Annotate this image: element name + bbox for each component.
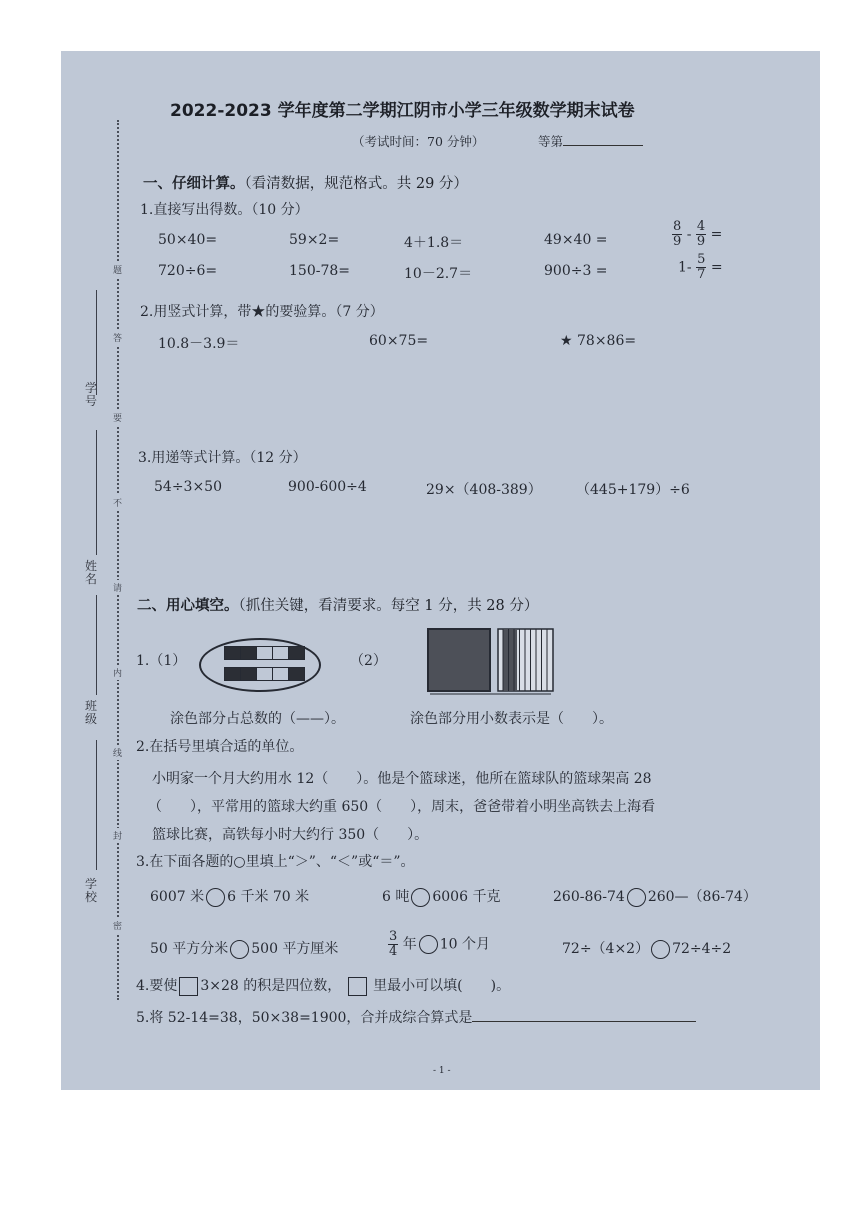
name-line	[96, 430, 97, 555]
grid-cell-shaded	[240, 667, 257, 681]
seal-char-2: 答	[113, 330, 122, 345]
compare-circle[interactable]	[419, 935, 438, 954]
grid-cell-shaded	[288, 667, 305, 681]
s1-q1-item: 59×2=	[289, 232, 340, 248]
s1-q1-item: 720÷6=	[158, 263, 218, 279]
s1-q3-item: 54÷3×50	[154, 479, 222, 495]
s2-q2-label: 2.在括号里填合适的单位。	[136, 739, 304, 755]
student-id-label: 学号	[84, 381, 97, 408]
s2-q1-caption-2: 涂色部分用小数表示是（ ）。	[410, 711, 613, 727]
s1-q1-item: 4＋1.8＝	[404, 235, 464, 251]
seal-char-5: 请	[113, 580, 122, 595]
s2-q3-compare: 6 吨 6006 千克	[382, 889, 501, 905]
s2-q1-caption-1: 涂色部分占总数的（——）。	[170, 711, 345, 727]
s2-q3-compare: $\frac{3}{4}$ 年 10 个月	[389, 929, 490, 959]
class-label: 班级	[84, 699, 97, 726]
grid-cell-shaded	[240, 646, 257, 660]
compare-circle[interactable]	[651, 940, 670, 959]
seal-char-6: 内	[113, 665, 122, 680]
s1-q1-item: 150-78=	[289, 263, 350, 279]
blank-square[interactable]	[348, 977, 367, 996]
s1-q1-item: 900÷3 =	[544, 263, 608, 279]
s2-q3-compare: 260-86-74 260—（86-74）	[553, 889, 757, 905]
s2-q3-label: 3.在下面各题的○里填上“＞”、“＜”或“＝”。	[136, 854, 415, 870]
seal-char-7: 线	[113, 745, 122, 760]
grade-field	[538, 132, 643, 150]
s1-q1-label: 1.直接写出得数。（10 分）	[140, 202, 309, 218]
school-label: 学校	[84, 877, 97, 904]
seal-char-9: 密	[113, 918, 122, 933]
answer-blank[interactable]	[472, 1005, 696, 1022]
student-id-line	[96, 290, 97, 395]
exam-time: （考试时间：70 分钟）	[352, 134, 485, 149]
s1-q1-item: 49×40 =	[544, 232, 608, 248]
exam-title: 2022-2023 学年度第二学期江阴市小学三年级数学期末试卷	[170, 101, 635, 121]
binding-dotted-line	[117, 120, 119, 1000]
s2-q3-compare: 50 平方分米 500 平方厘米	[150, 941, 339, 957]
s1-q2-item: 10.8－3.9＝	[158, 336, 240, 352]
section2-title: 二、用心填空。	[137, 598, 239, 614]
s2-q3-compare: 6007 米 6 千米 70 米	[150, 889, 310, 905]
fraction: $\frac{4}{9}$	[696, 219, 706, 249]
fraction: $\frac{8}{9}$	[673, 219, 682, 249]
s2-q1-label-2: （2）	[350, 653, 387, 669]
section2-heading	[137, 594, 538, 615]
s2-q1-label-1: 1.（1）	[136, 653, 187, 669]
compare-circle[interactable]	[627, 888, 646, 907]
compare-circle[interactable]	[206, 888, 225, 907]
blank-square[interactable]	[179, 977, 198, 996]
s1-q2-item: 60×75=	[369, 333, 429, 349]
section1-note: （看清数据，规范格式。共 29 分）	[244, 176, 468, 192]
s1-q1-item: 10－2.7＝	[404, 266, 473, 282]
compare-circle[interactable]	[411, 888, 430, 907]
s1-q1-fraction-item: 1- $\frac{5}{7}$ =	[678, 252, 723, 282]
s2-q3-compare: 72÷（4×2） 72÷4÷2	[562, 941, 732, 957]
class-line	[96, 595, 97, 695]
section1-heading	[143, 172, 468, 193]
seal-char-3: 要	[113, 410, 122, 425]
s2-q2-line-3: 篮球比赛，高铁每小时大约行 350（ ）。	[152, 827, 429, 843]
s2-q2-line-1: 小明家一个月大约用水 12（ ）。他是个篮球迷，他所在篮球队的篮球架高 28	[152, 771, 652, 787]
page-number: - 1 -	[433, 1066, 451, 1076]
decimal-squares-figure	[427, 626, 557, 696]
grid-cell-shaded	[288, 646, 305, 660]
s1-q3-label: 3.用递等式计算。（12 分）	[138, 450, 307, 466]
name-label: 姓名	[84, 559, 97, 586]
grid-cell-empty	[256, 646, 273, 660]
grade-blank	[563, 133, 643, 146]
grid-cell-shaded	[224, 646, 241, 660]
grid-cell-empty	[272, 646, 289, 660]
grade-label: 等第	[538, 134, 564, 149]
section1-title: 一、仔细计算。	[143, 176, 245, 192]
grid-cell-empty	[272, 667, 289, 681]
s1-q1-item: 50×40=	[158, 232, 218, 248]
seal-char-8: 封	[113, 828, 122, 843]
seal-char-1: 题	[113, 262, 122, 277]
s1-q2-label: 2.用竖式计算，带★的要验算。（7 分）	[140, 304, 384, 320]
s1-q3-item: 29×（408-389）	[426, 482, 542, 498]
s1-q1-fraction-item: $\frac{8}{9}$ - $\frac{4}{9}$ =	[673, 219, 723, 249]
fraction: $\frac{5}{7}$	[697, 252, 706, 282]
s2-q2-line-2: （ ），平常用的篮球大约重 650（ ），周末，爸爸带着小明坐高铁去上海看	[148, 799, 656, 815]
fraction: $\frac{3}{4}$	[389, 929, 398, 959]
s1-q3-item: （445+179）÷6	[576, 482, 690, 498]
s2-q5: 5.将 52-14=38，50×38=1900，合并成综合算式是	[136, 1005, 696, 1027]
s1-q3-item: 900-600÷4	[288, 479, 367, 495]
s1-q2-item: ★ 78×86=	[560, 333, 637, 349]
section2-note: （抓住关键，看清要求。每空 1 分，共 28 分）	[238, 598, 539, 614]
school-line	[96, 740, 97, 870]
grid-cell-shaded	[224, 667, 241, 681]
seal-char-4: 不	[113, 495, 122, 510]
grid-cell-empty	[256, 667, 273, 681]
s2-q4: 4.要使 3×28 的积是四位数， 里最小可以填( )。	[136, 978, 511, 994]
compare-circle[interactable]	[230, 940, 249, 959]
